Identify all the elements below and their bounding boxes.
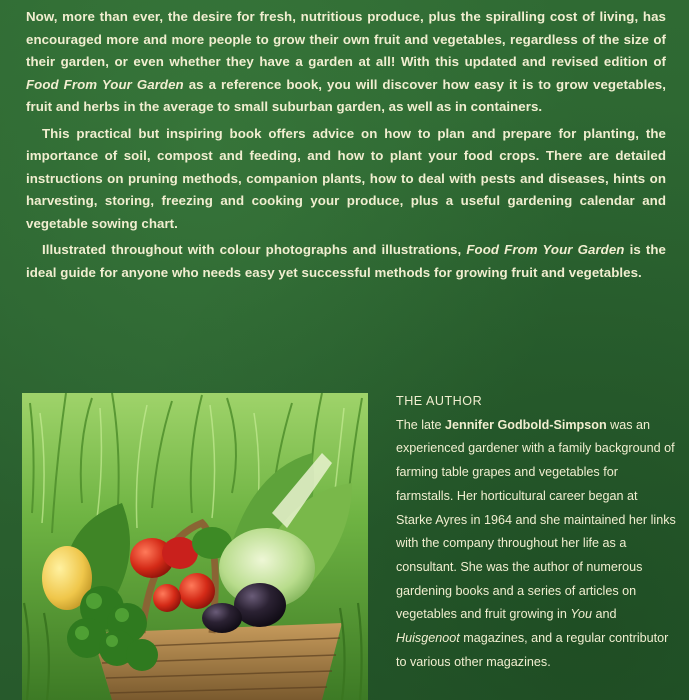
author-bio-conjunction: and xyxy=(592,607,617,622)
blurb-p1-text-b: as a reference book, you will discover how easy it is to grow vegetables, fruit and herbs in the average to small suburban garden, as well as in containers. xyxy=(26,76,666,114)
author-bio-text-a: was an experienced gardener with a family background of farming table grapes and vegetables for farmstalls. Her horticultural career began at Starke Ayres in 1964 and she maintained her links with the company throughout her life as a consultant. She was the author of numerous gardening books and a series of articles on vegetables and fruit growing in xyxy=(396,417,676,622)
blurb-p3-text-a: Illustrated throughout with colour photographs and illustrations, xyxy=(42,242,467,257)
book-title-italic: Food From Your Garden xyxy=(466,242,625,257)
book-title-italic: Food From Your Garden xyxy=(26,76,184,92)
vegetable-basket-photo xyxy=(22,393,368,700)
magazine-name: You xyxy=(570,607,593,622)
blurb-paragraph-2: This practical but inspiring book offers advice on how to plan and prepare for planting, the importance of soil, compost and feeding, and how to plant your food crops. There are detailed instructions on pruning methods, companion plants, how to deal with pests and diseases, hints on harvesting, storing, freezing and cooking your produce, plus a useful gardening calendar and vegetable sowing chart. xyxy=(26,125,666,231)
magazine-name: Huisgenoot xyxy=(396,631,460,646)
blurb-paragraph-1 xyxy=(26,6,666,119)
author-bio xyxy=(396,414,676,675)
blurb-p3-text-b: is the ideal guide for anyone who needs easy yet successful methods for growing fruit and vegetables. xyxy=(26,242,666,280)
blurb-p1-text-a: Now, more than ever, the desire for fresh, nutritious produce, plus the spiralling cost of living, has encouraged more and more people to grow their own fruit and vegetables, regardless of the size of their garden, or even whether they have a garden at all! With this updated and revised edition of xyxy=(26,9,666,69)
back-cover-blurb xyxy=(26,6,666,284)
author-heading: THE AUTHOR xyxy=(396,394,483,408)
author-name: Jennifer Godbold-Simpson xyxy=(445,417,607,432)
author-bio-lead: The late xyxy=(396,417,446,432)
blurb-paragraph-3 xyxy=(26,239,666,284)
author-section xyxy=(396,390,676,674)
author-bio-text-b: magazines, and a regular contributor to various other magazines. xyxy=(396,631,669,669)
